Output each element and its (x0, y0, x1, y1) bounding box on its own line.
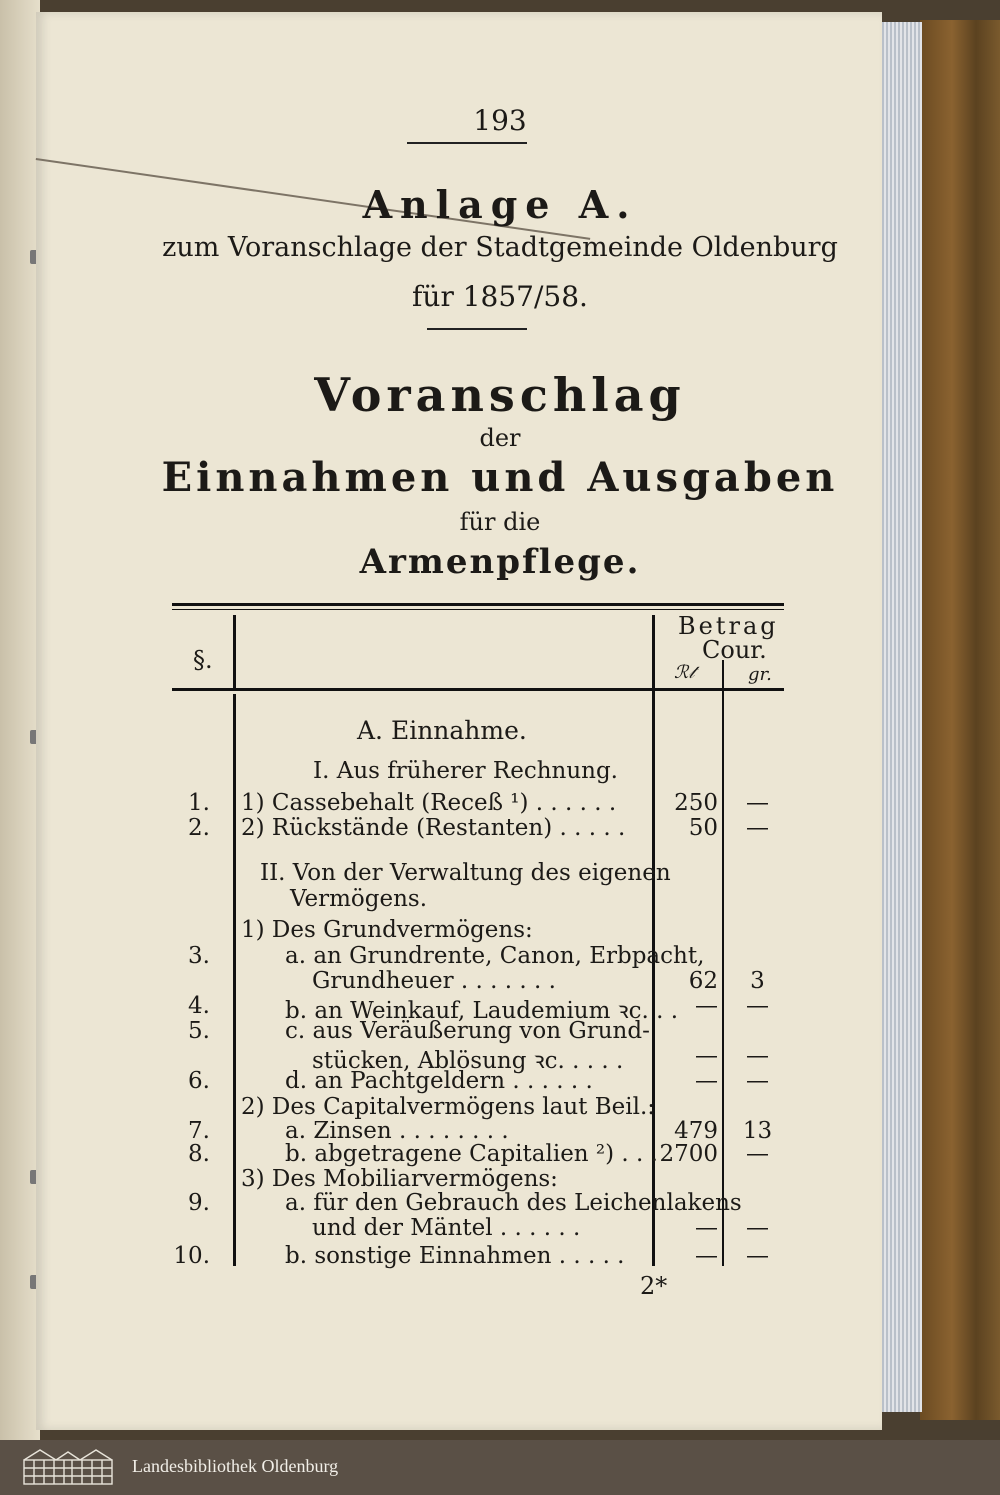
row-description: a. Zinsen . . . . . . . . (285, 1118, 509, 1144)
row-amount-gr: — (746, 1215, 769, 1241)
title-line2: Einnahmen und Ausgaben (161, 454, 839, 501)
row-description: c. aus Veräußerung von Grund- (285, 1018, 650, 1044)
row-description: Grundheuer . . . . . . . (312, 968, 556, 994)
main-title: Voranschlag (314, 368, 686, 422)
row-number: 2. (188, 815, 210, 841)
row-description: b. an Weinkauf, Laudemium ꝛc. . . (285, 998, 679, 1024)
group-I-heading: I. Aus früherer Rechnung. (313, 758, 618, 784)
row-description: 2) Rückstände (Restanten) . . . . . (241, 815, 626, 841)
title-fuer-die: für die (459, 508, 541, 536)
row-number: 3. (188, 943, 210, 969)
row-number: 7. (188, 1118, 210, 1144)
anlage-heading: Anlage A. (362, 182, 638, 227)
row-description: d. an Pachtgeldern . . . . . . (285, 1068, 593, 1094)
table-row (0, 1141, 1000, 1171)
title-line3: Armenpflege. (359, 542, 641, 582)
row-amount-gr: — (746, 1141, 769, 1167)
signature-mark: 2* (640, 1272, 668, 1300)
row-description: b. sonstige Einnahmen . . . . . (285, 1243, 625, 1269)
group-II-heading-cont: Vermögens. (290, 886, 428, 912)
header-betrag: Betrag (678, 612, 779, 640)
header-rt: ℛ𝓉 (674, 662, 695, 683)
row-number: 5. (188, 1018, 210, 1044)
row-amount-gr: 13 (742, 1118, 773, 1144)
sub1-heading: 1) Des Grundvermögens: (241, 917, 533, 943)
row-amount-gr: — (746, 790, 769, 816)
table-row (0, 1215, 1000, 1245)
row-description: a. für den Gebrauch des Leichenlakens (285, 1190, 742, 1216)
row-number: 8. (188, 1141, 210, 1167)
row-amount-gr: — (746, 1043, 769, 1069)
group-II-heading: II. Von der Verwaltung des eigenen (260, 860, 671, 886)
table-row (0, 815, 1000, 845)
row-amount-rt: 50 (688, 815, 718, 841)
title-der: der (479, 424, 521, 452)
row-amount-rt: 479 (674, 1118, 718, 1144)
row-amount-rt: 250 (674, 790, 718, 816)
row-amount-rt: — (695, 1243, 718, 1269)
row-number: 6. (188, 1068, 210, 1094)
table-row (0, 1243, 1000, 1273)
row-description: und der Mäntel . . . . . . (312, 1215, 581, 1241)
row-amount-rt: 62 (688, 968, 718, 994)
header-gr: gr. (748, 664, 772, 685)
table-top-rule (172, 603, 784, 606)
page-number-rule (407, 142, 527, 144)
header-section-symbol: §. (193, 646, 213, 674)
table-row (0, 1068, 1000, 1098)
row-amount-gr: — (746, 1068, 769, 1094)
footer-bar (0, 1440, 1000, 1495)
row-number: 9. (188, 1190, 210, 1216)
row-number: 1. (188, 790, 210, 816)
sub3-heading: 3) Des Mobiliarvermögens: (241, 1166, 558, 1192)
row-amount-gr: — (746, 1243, 769, 1269)
sub2-heading: 2) Des Capitalvermögens laut Beil.: (241, 1094, 656, 1120)
row-description: a. an Grundrente, Canon, Erbpacht, (285, 943, 705, 969)
row-amount-rt: — (695, 993, 718, 1019)
row-amount-rt: — (695, 1215, 718, 1241)
row-amount-gr: 3 (750, 968, 765, 994)
table-header-rule (172, 688, 784, 691)
row-amount-rt: — (695, 1043, 718, 1069)
page-number: 193 (473, 104, 527, 137)
row-amount-rt: — (695, 1068, 718, 1094)
subtitle-line1: zum Voranschlage der Stadtgemeinde Oldenburg (162, 232, 838, 263)
table-top-rule-thin (172, 609, 784, 610)
library-name: Landesbibliothek Oldenburg (132, 1456, 339, 1476)
row-amount-rt: 2700 (659, 1141, 718, 1167)
subtitle-line2: für 1857/58. (412, 280, 588, 313)
table-col-divider (233, 615, 236, 689)
row-description: b. abgetragene Capitalien ²) . . . (285, 1141, 658, 1167)
library-building-icon (20, 1446, 116, 1488)
title-rule (427, 328, 527, 330)
row-description: 1) Cassebehalt (Receß ¹) . . . . . . (241, 790, 617, 816)
header-cour: Cour. (702, 636, 767, 664)
row-amount-gr: — (746, 815, 769, 841)
row-number: 10. (173, 1243, 210, 1269)
row-description: stücken, Ablösung ꝛc. . . . . (312, 1048, 624, 1074)
row-amount-gr: — (746, 993, 769, 1019)
row-number: 4. (188, 993, 210, 1019)
section-a-heading: A. Einnahme. (357, 716, 527, 745)
